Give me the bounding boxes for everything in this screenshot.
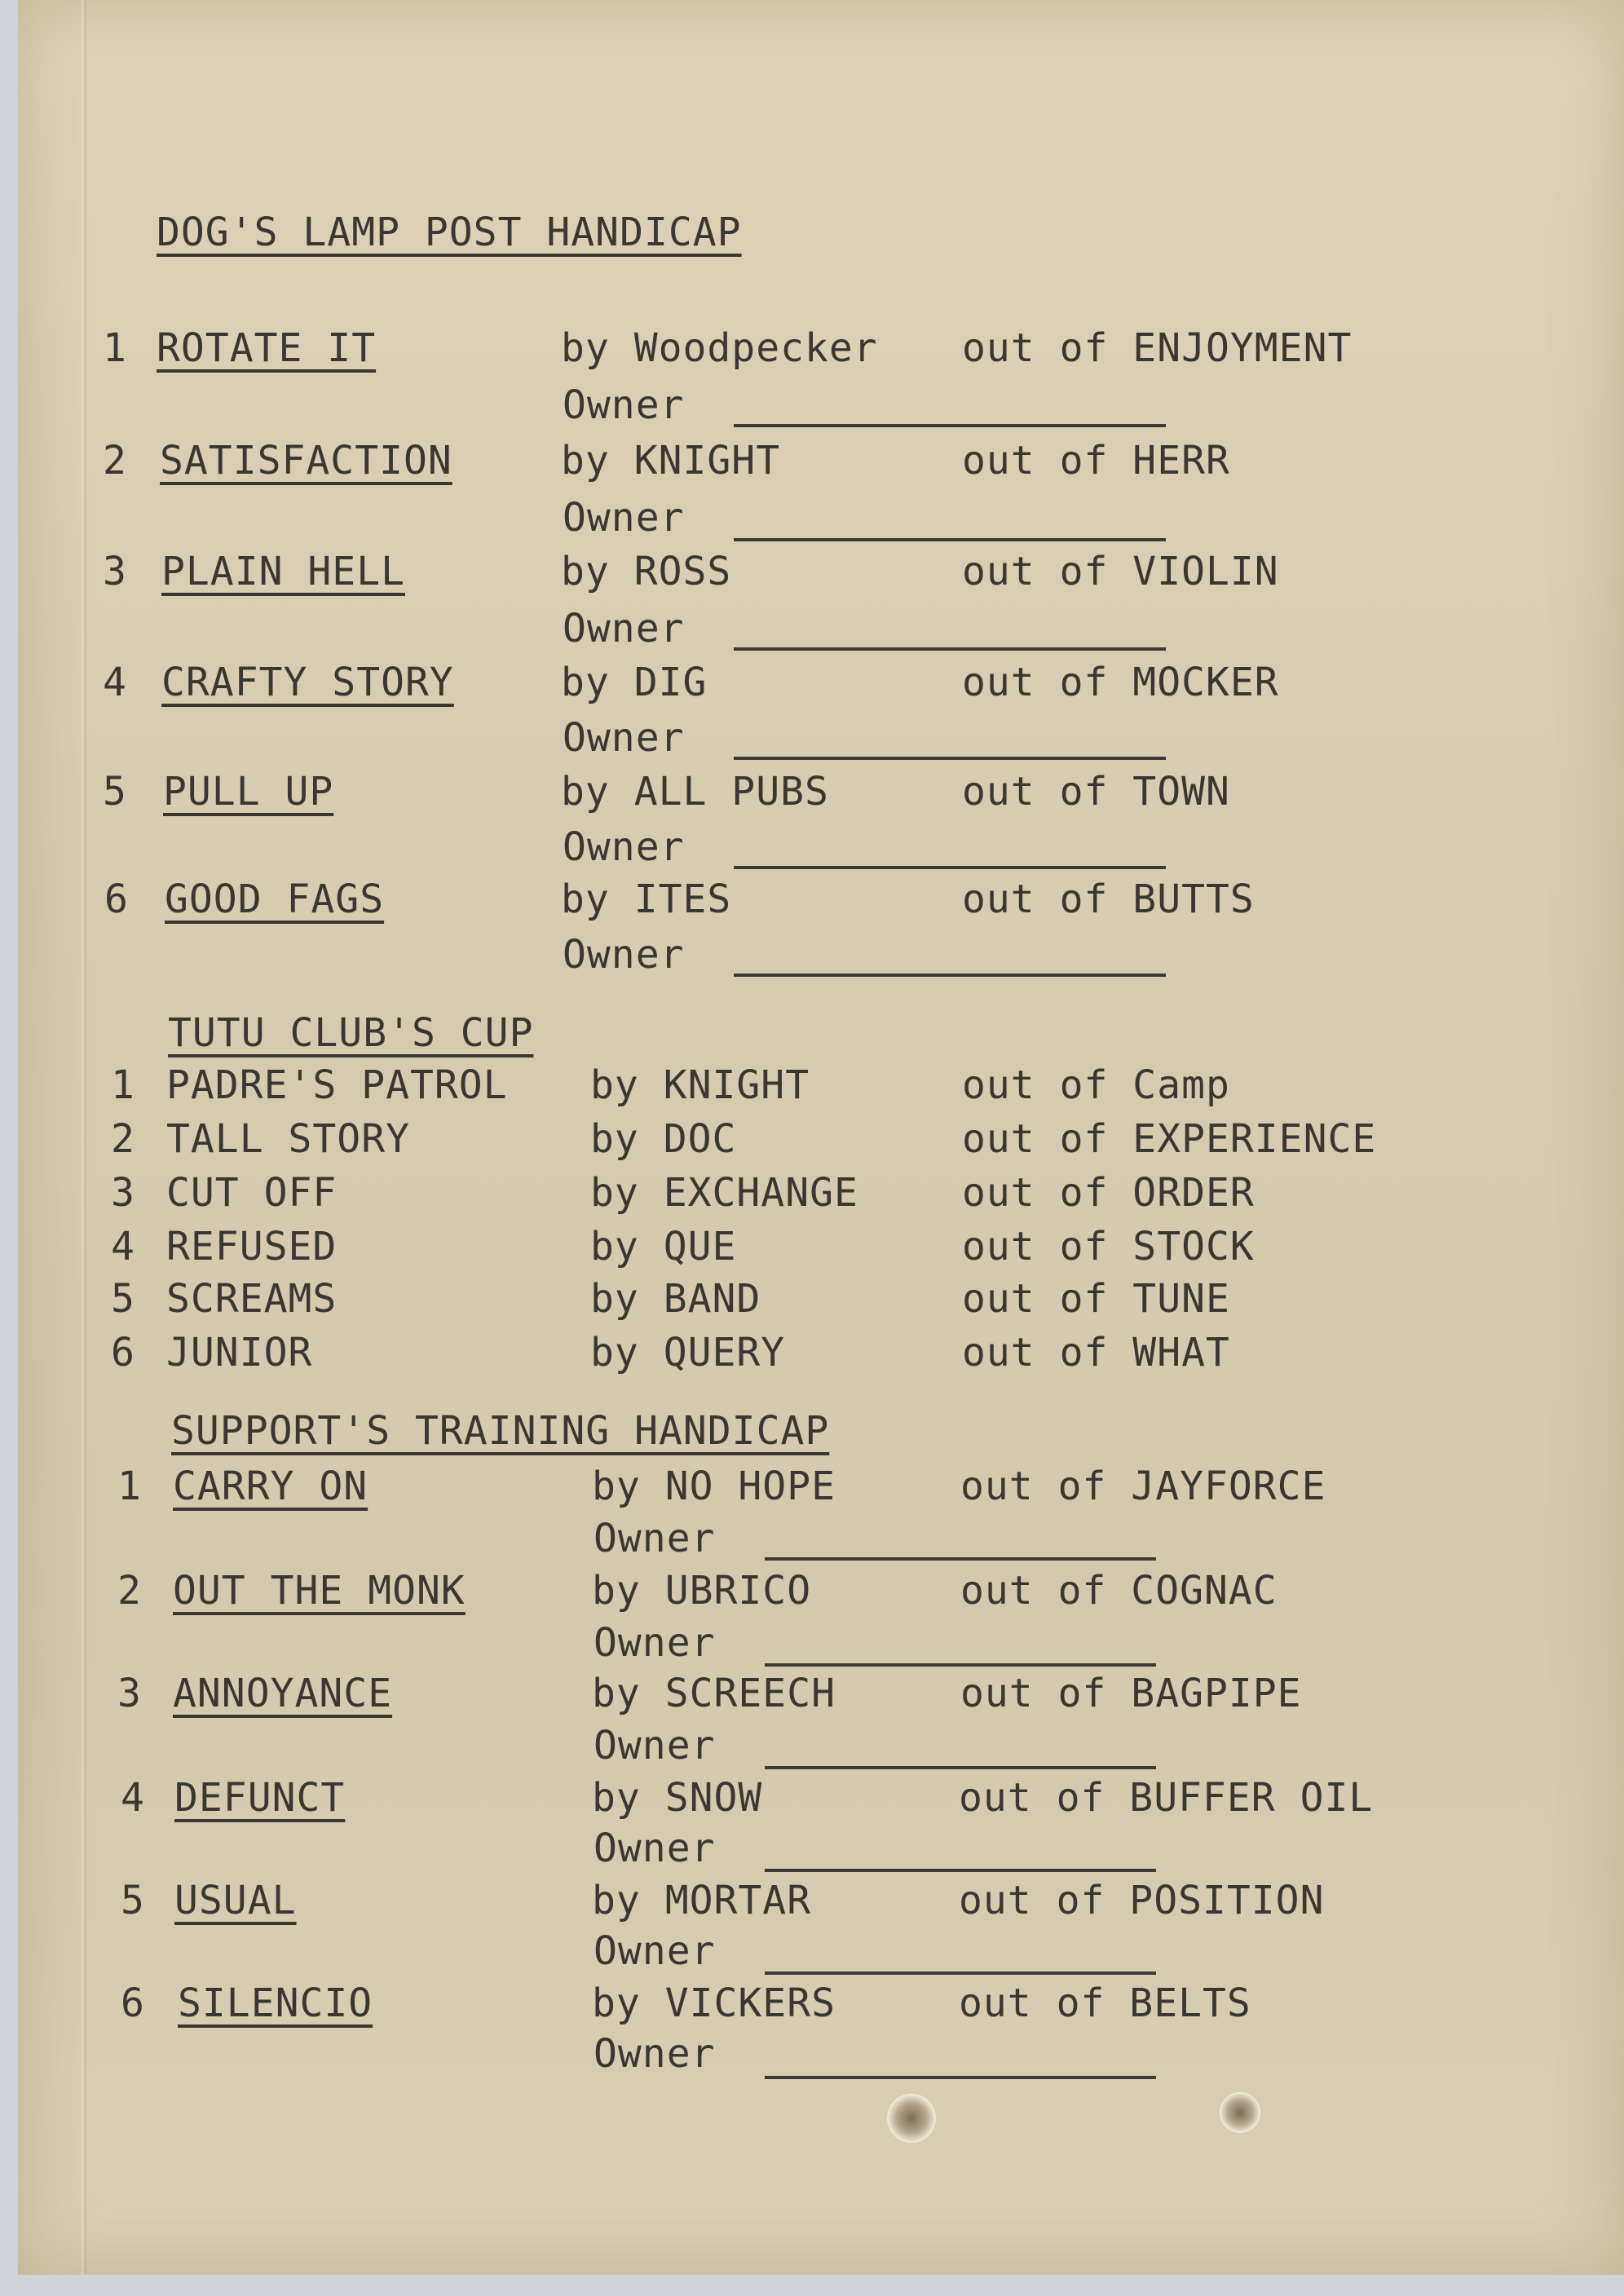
owner-label: Owner (594, 1826, 716, 1871)
dam: out of HERR (962, 438, 1230, 483)
owner-blank-line (765, 1766, 1156, 1769)
sire: by UBRICO (592, 1568, 812, 1614)
sire: by ROSS (561, 549, 732, 594)
entry-number: 1 (103, 325, 127, 371)
owner-label: Owner (563, 495, 685, 541)
sire: by QUERY (590, 1330, 786, 1375)
dam: out of TOWN (962, 769, 1230, 815)
section-title: DOG'S LAMP POST HANDICAP (157, 210, 742, 255)
entry-number: 4 (121, 1775, 145, 1821)
horse-name: SATISFACTION (160, 438, 452, 483)
sire: by ALL PUBS (561, 769, 829, 815)
sire: by VICKERS (592, 1980, 836, 2026)
owner-blank-line (765, 1869, 1156, 1872)
entry-number: 2 (103, 438, 127, 483)
horse-name: GOOD FAGS (165, 876, 385, 922)
entry-row (0, 1980, 1251, 2027)
entry-row (0, 1115, 1377, 1163)
dam: out of BELTS (959, 1980, 1251, 2026)
owner-blank-line (734, 974, 1166, 977)
owner-row (0, 1619, 716, 1667)
entry-row (0, 1567, 1278, 1614)
owner-blank-line (734, 866, 1166, 869)
owner-label: Owner (594, 1723, 716, 1768)
section-title-row (0, 1009, 534, 1057)
dam: out of WHAT (962, 1330, 1230, 1375)
dam: out of COGNAC (960, 1568, 1278, 1614)
dam: out of JAYFORCE (960, 1464, 1326, 1509)
entry-number: 1 (111, 1062, 135, 1108)
entry-number: 2 (117, 1568, 142, 1614)
dam: out of POSITION (959, 1878, 1325, 1923)
sire: by EXCHANGE (590, 1170, 858, 1216)
entry-row (0, 548, 1279, 595)
horse-name: CUT OFF (166, 1170, 338, 1216)
owner-label: Owner (563, 606, 685, 651)
horse-name: REFUSED (166, 1224, 338, 1269)
sire: by SNOW (592, 1775, 763, 1821)
horse-name: TALL STORY (166, 1116, 410, 1162)
entry-row (0, 1670, 1302, 1717)
entry-row (0, 1329, 1230, 1376)
dam: out of Camp (962, 1062, 1230, 1108)
sire: by DOC (590, 1116, 737, 1162)
sire: by ITES (561, 876, 732, 922)
horse-name: PULL UP (163, 769, 334, 815)
horse-name: ANNOYANCE (173, 1671, 393, 1716)
section-title: TUTU CLUB'S CUP (168, 1010, 534, 1056)
entry-row (0, 437, 1230, 484)
owner-blank-line (765, 1557, 1156, 1561)
sire: by KNIGHT (561, 438, 781, 483)
horse-name: JUNIOR (166, 1330, 313, 1375)
entry-row (0, 876, 1255, 923)
punch-hole (887, 2094, 936, 2143)
section-title-row (0, 1407, 830, 1455)
paper-fold (82, 0, 86, 2275)
horse-name: CRAFTY STORY (161, 660, 454, 705)
entry-row (0, 1463, 1326, 1510)
entry-number: 4 (111, 1224, 135, 1269)
sire: by BAND (590, 1276, 761, 1322)
entry-number: 6 (104, 876, 129, 922)
entry-number: 4 (103, 660, 127, 705)
entry-number: 1 (117, 1464, 142, 1509)
owner-label: Owner (594, 2031, 716, 2077)
entry-row (0, 768, 1230, 815)
horse-name: CARRY ON (173, 1464, 368, 1509)
dam: out of VIOLIN (962, 549, 1279, 594)
entry-row (0, 1062, 1230, 1109)
sire: by NO HOPE (592, 1464, 836, 1509)
entry-row (0, 325, 1353, 372)
owner-blank-line (734, 647, 1166, 651)
dam: out of ENJOYMENT (962, 325, 1353, 371)
sire: by SCREECH (592, 1671, 836, 1716)
dam: out of ORDER (962, 1170, 1255, 1216)
entry-number: 6 (121, 1980, 145, 2026)
sire: by DIG (561, 660, 708, 705)
owner-row (0, 1722, 716, 1769)
horse-name: SCREAMS (166, 1276, 338, 1322)
horse-name: ROTATE IT (157, 325, 377, 371)
entry-number: 2 (111, 1116, 135, 1162)
entry-number: 3 (111, 1170, 135, 1216)
sire: by MORTAR (592, 1878, 812, 1923)
owner-label: Owner (563, 824, 685, 870)
sire: by QUE (590, 1224, 737, 1269)
entry-row (0, 1774, 1374, 1821)
owner-label: Owner (563, 715, 685, 761)
owner-row (0, 2030, 716, 2077)
owner-row (0, 605, 685, 652)
owner-label: Owner (594, 1928, 716, 1974)
owner-blank-line (765, 1663, 1156, 1667)
owner-row (0, 382, 685, 429)
horse-name: OUT THE MONK (173, 1568, 466, 1614)
owner-blank-line (765, 2076, 1156, 2079)
horse-name: DEFUNCT (174, 1775, 346, 1821)
owner-row (0, 714, 685, 762)
dam: out of BUTTS (962, 876, 1255, 922)
owner-blank-line (734, 424, 1166, 427)
horse-name: SILENCIO (178, 1980, 373, 2026)
owner-row (0, 494, 685, 541)
entry-number: 6 (111, 1330, 135, 1375)
dam: out of BUFFER OIL (959, 1775, 1374, 1821)
entry-number: 5 (103, 769, 127, 815)
dam: out of MOCKER (962, 660, 1279, 705)
dam: out of EXPERIENCE (962, 1116, 1377, 1162)
entry-number: 5 (111, 1276, 135, 1322)
owner-label: Owner (594, 1516, 716, 1561)
owner-label: Owner (563, 932, 685, 978)
horse-name: USUAL (174, 1878, 297, 1923)
entry-number: 3 (117, 1671, 142, 1716)
punch-hole (1220, 2092, 1260, 2133)
dam: out of BAGPIPE (960, 1671, 1302, 1716)
owner-label: Owner (594, 1620, 716, 1666)
horse-name: PLAIN HELL (161, 549, 405, 594)
owner-blank-line (765, 1971, 1156, 1975)
owner-blank-line (734, 757, 1166, 760)
owner-row (0, 823, 685, 871)
section-title: SUPPORT'S TRAINING HANDICAP (171, 1408, 830, 1454)
entry-number: 3 (103, 549, 127, 594)
entry-number: 5 (121, 1878, 145, 1923)
dam: out of TUNE (962, 1276, 1230, 1322)
entry-row (0, 1223, 1255, 1270)
sire: by KNIGHT (590, 1062, 810, 1108)
horse-name: PADRE'S PATROL (166, 1062, 508, 1108)
owner-row (0, 1927, 716, 1975)
owner-row (0, 1515, 716, 1562)
entry-row (0, 1169, 1255, 1216)
entry-row (0, 1877, 1325, 1924)
owner-row (0, 1825, 716, 1872)
section-title-row (0, 209, 742, 256)
dam: out of STOCK (962, 1224, 1255, 1269)
owner-row (0, 931, 685, 978)
sire: by Woodpecker (561, 325, 878, 371)
owner-blank-line (734, 538, 1166, 541)
entry-row (0, 659, 1279, 706)
owner-label: Owner (563, 382, 685, 428)
entry-row (0, 1275, 1230, 1322)
